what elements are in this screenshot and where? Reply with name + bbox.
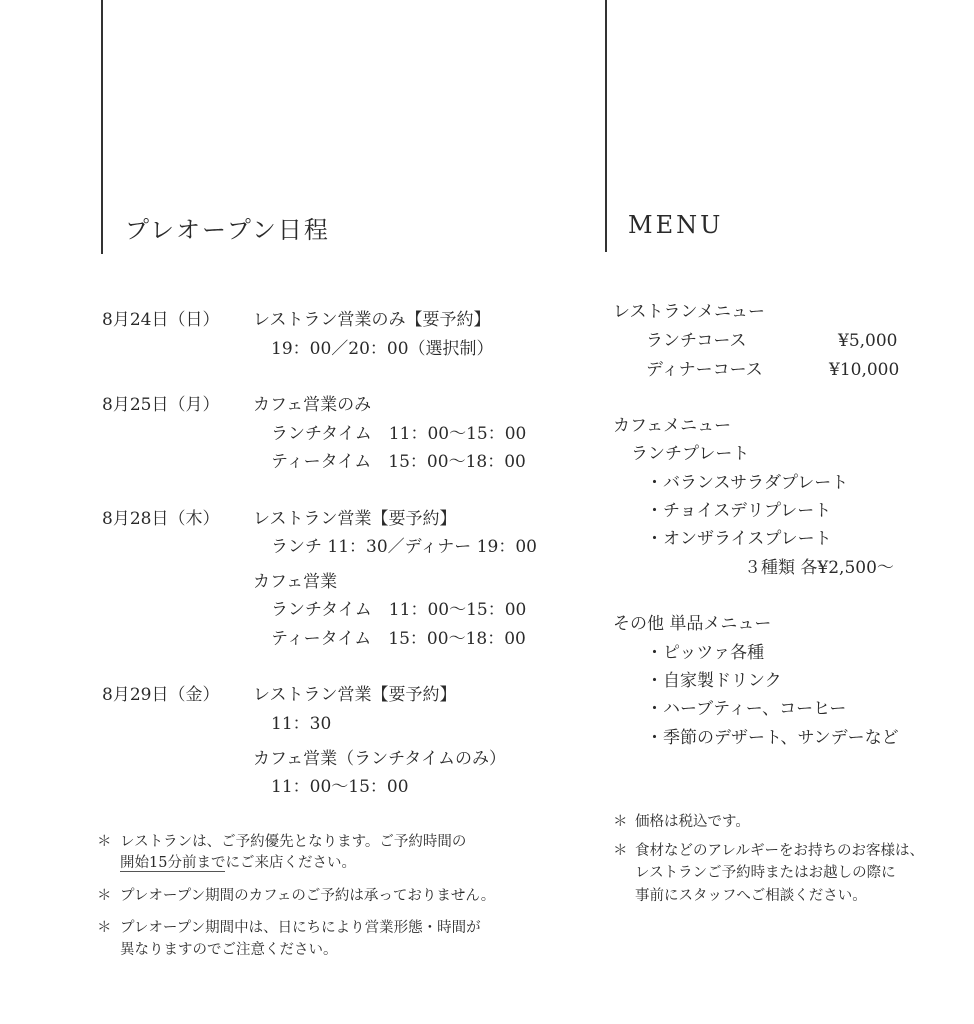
menu-item-price: ¥5,000 — [838, 331, 898, 351]
schedule-date: 8月24日（日） — [102, 310, 220, 330]
schedule-line: レストラン営業【要予約】 — [253, 685, 457, 705]
schedule-line: レストラン営業【要予約】 — [253, 509, 457, 529]
cafe-menu-item: ・オンザライスプレート — [646, 529, 832, 549]
schedule-line: カフェ営業 — [253, 572, 338, 592]
cafe-price-note: ３種類 各¥2,500〜 — [744, 558, 894, 578]
schedule-line: カフェ営業（ランチタイムのみ） — [253, 749, 506, 769]
schedule-date: 8月29日（金） — [102, 685, 220, 705]
schedule-line: 11：30 — [271, 714, 332, 734]
schedule-line: ティータイム 15：00〜18：00 — [271, 629, 526, 649]
note-mark: ＊ — [97, 920, 112, 936]
note-line: レストランは、ご予約優先となります。ご予約時間の — [120, 834, 467, 850]
note-line: 異なりますのでご注意ください。 — [120, 942, 338, 958]
schedule-line: ティータイム 15：00〜18：00 — [271, 452, 526, 472]
schedule-line: レストラン営業のみ【要予約】 — [253, 310, 491, 330]
note-line: プレオープン期間のカフェのご予約は承っておりません。 — [120, 888, 496, 904]
note-mark: ＊ — [613, 843, 628, 859]
schedule-line: ランチ 11：30／ディナー 19：00 — [271, 537, 537, 557]
note-mark: ＊ — [613, 814, 628, 830]
other-menu-item: ・ピッツァ各種 — [646, 643, 765, 663]
schedule-line: 11：00〜15：00 — [271, 777, 409, 797]
note-mark: ＊ — [97, 888, 112, 904]
note-text: にご来店ください。 — [225, 855, 356, 871]
cafe-menu-subtitle: ランチプレート — [631, 444, 750, 464]
other-menu-item: ・自家製ドリンク — [646, 671, 782, 691]
note-line — [120, 855, 356, 872]
other-menu-title: その他 単品メニュー — [613, 614, 772, 634]
restaurant-menu-title: レストランメニュー — [613, 302, 765, 322]
other-menu-item: ・季節のデザート、サンデーなど — [646, 728, 899, 748]
cafe-menu-title: カフェメニュー — [613, 416, 732, 436]
menu-item-name: ランチコース — [646, 331, 747, 351]
note-line: 事前にスタッフへご相談ください。 — [635, 888, 867, 904]
schedule-line: ランチタイム 11：00〜15：00 — [271, 424, 527, 444]
schedule-date: 8月28日（木） — [102, 509, 220, 529]
other-menu-item: ・ハーブティー、コーヒー — [646, 699, 847, 719]
right-divider-line — [605, 0, 607, 252]
cafe-menu-item: ・バランスサラダプレート — [646, 473, 849, 493]
note-line: プレオープン期間中は、日にちにより営業形態・時間が — [120, 920, 481, 936]
schedule-heading: プレオープン日程 — [125, 216, 330, 244]
note-line: 価格は税込です。 — [635, 814, 750, 830]
note-line: レストランご予約時またはお越しの際に — [635, 865, 896, 881]
note-mark: ＊ — [97, 834, 112, 850]
schedule-date: 8月25日（月） — [102, 395, 220, 415]
schedule-line: カフェ営業のみ — [253, 395, 372, 415]
cafe-menu-item: ・チョイスデリプレート — [646, 501, 832, 521]
menu-item-name: ディナーコース — [646, 360, 763, 380]
schedule-line: 19：00／20：00（選択制） — [271, 339, 494, 359]
note-line: 食材などのアレルギーをお持ちのお客様は、 — [635, 843, 925, 859]
note-underlined-text: 開始15分前まで — [120, 855, 226, 871]
left-divider-line — [101, 0, 103, 254]
menu-item-price: ¥10,000 — [829, 360, 900, 380]
schedule-line: ランチタイム 11：00〜15：00 — [271, 600, 527, 620]
menu-heading: MENU — [628, 211, 724, 239]
